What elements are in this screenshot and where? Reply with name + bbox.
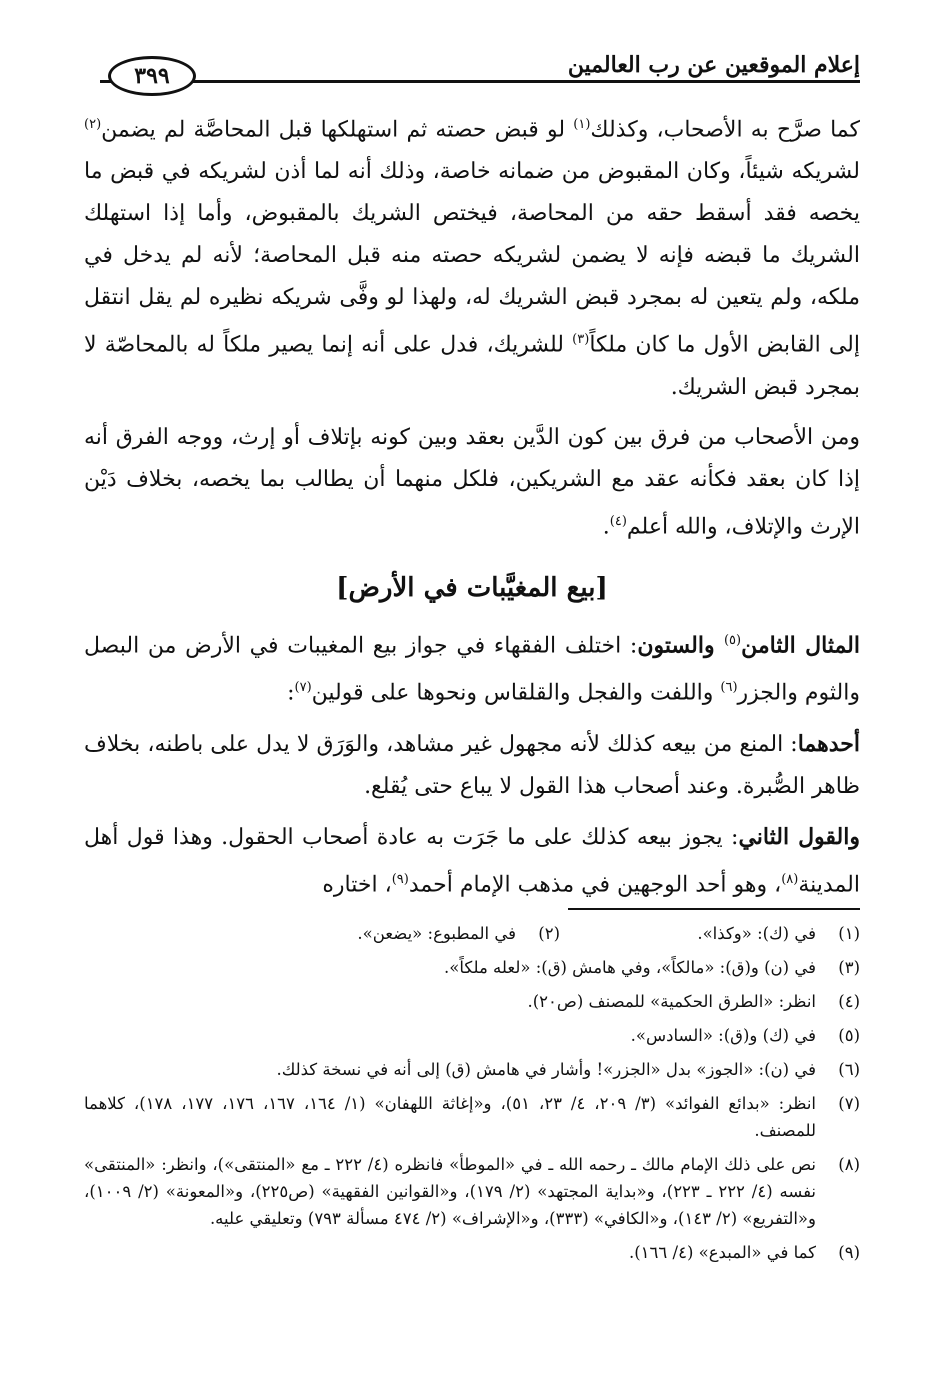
footnote-item bbox=[84, 988, 860, 1015]
page-number-badge bbox=[108, 56, 196, 96]
footnote-text: انظر: «الطرق الحكمية» للمصنف (ص٢٠). bbox=[527, 992, 816, 1011]
footnote-number: (٥) bbox=[838, 1026, 860, 1045]
text-run: لو قبض حصته ثم استهلكها قبل المحاصَّة لم يضمن bbox=[101, 117, 574, 143]
main-text bbox=[84, 104, 860, 914]
paragraph-5 bbox=[84, 816, 860, 906]
footnote-item bbox=[84, 1239, 860, 1266]
footnote-number: (٩) bbox=[838, 1243, 860, 1262]
footnote-ref: (٦) bbox=[720, 680, 738, 696]
page-header bbox=[100, 42, 860, 90]
footnote-number: (٣) bbox=[838, 958, 860, 977]
header-rule bbox=[100, 80, 860, 83]
bold-run: والقول الثاني bbox=[738, 823, 860, 850]
text-run: ومن الأصحاب من فرق بين كون الدَّين بعقد وبين كونه بإتلاف أو إرث، ووجه الفرق أنه إذا كان بعقد فكأنه عقد مع الشريكين، فلكل منهما أن يطالب بما يخصه، بخلاف دَيْن الإرث والإتلاف، والله أعلم bbox=[84, 424, 860, 539]
footnote-ref: (٣) bbox=[572, 332, 590, 348]
bold-run: والستون bbox=[637, 632, 724, 659]
section-heading: [بيع المغيَّبات في الأرض] bbox=[336, 572, 608, 603]
footnote-text: انظر: «بدائع الفوائد» (٣/ ٢٠٩، ٤/ ٢٣، ٥١)، و«إغاثة اللهفان» (١/ ١٦٤، ١٦٧، ١٧٦، ١٧٧، ١٧٨)، كلاهما للمصنف. bbox=[84, 1094, 816, 1140]
bold-run: أحدهما bbox=[797, 730, 860, 757]
footnote-text: في المطبوع: «يضعن». bbox=[357, 924, 516, 943]
footnote-ref: (٥) bbox=[723, 632, 742, 648]
paragraph-3 bbox=[84, 620, 860, 715]
footnote-text: في (ن) و(ق): «مالكاً»، وفي هامش (ق): «لعله ملكاً». bbox=[444, 958, 816, 977]
footnote-number: (٢) bbox=[538, 924, 560, 943]
footnote-ref: (٧) bbox=[294, 680, 312, 696]
footnote-ref: (٨) bbox=[781, 871, 799, 887]
footnote-text: في (ك): «وكذا». bbox=[697, 924, 816, 943]
footnote-number: (٧) bbox=[838, 1094, 860, 1113]
paragraph-4 bbox=[84, 723, 860, 808]
bold-run: المثال الثامن bbox=[741, 632, 860, 659]
footnote-number: (٤) bbox=[838, 992, 860, 1011]
footnote-row bbox=[84, 920, 860, 947]
text-run: واللفت والفجل والقلقاس ونحوها على قولين bbox=[311, 680, 721, 706]
text-run: . bbox=[602, 513, 610, 539]
paragraph-2 bbox=[84, 417, 860, 548]
footnote-number: (٨) bbox=[838, 1155, 860, 1174]
text-run: ، اختاره bbox=[322, 871, 392, 897]
footnote-ref: (١) bbox=[573, 117, 591, 132]
footnote-item bbox=[84, 1151, 860, 1232]
footnote-separator bbox=[568, 908, 860, 910]
footnote-item bbox=[560, 920, 860, 947]
text-run: : اختلف الفقهاء في جواز بيع المغيبات في الأرض من البصل والثوم والجزر bbox=[84, 633, 860, 706]
text-run: : المنع من بيعه كذلك لأنه مجهول غير مشاهد، والوَرَق لا يدل على باطنه، بخلاف ظاهر الصُّبرة. وعند أصحاب هذا القول لا يباع حتى يُقلع. bbox=[84, 731, 860, 799]
footnote-text: في (ن): «الجوز» بدل «الجزر»! وأشار في هامش (ق) إلى أنه في نسخة كذلك. bbox=[276, 1060, 816, 1079]
text-run: لشريكه شيئاً، وكان المقبوض من ضمانه خاصة، وذلك أنه لما أذن لشريكه في قبض ما يخصه فقد أسقط حقه من المحاصة، فيختص الشريك بالمقبوض، وأما إذا استهلك الشريك ما قبضه فإنه لا يضمن لشريكه حصته منه قبل المحاصة؛ لأنه لم يدخل في ملكه، ولم يتعين له بمجرد قبض الشريك له، ولهذا لو وفَّى شريكه نظيره لم يقل انتقل إلى القابض الأول ما كان ملكاً bbox=[84, 159, 860, 358]
footnote-item bbox=[84, 1056, 860, 1083]
footnote-item bbox=[84, 1022, 860, 1049]
footnote-number: (٦) bbox=[838, 1060, 860, 1079]
footnote-item bbox=[84, 954, 860, 981]
footnote-ref: (٤) bbox=[609, 513, 627, 529]
running-title: إعلام الموقعين عن رب العالمين bbox=[567, 52, 860, 78]
text-run: : bbox=[287, 680, 295, 706]
footnotes bbox=[84, 920, 860, 1273]
footnote-ref: (٩) bbox=[391, 871, 409, 887]
footnote-text: كما في «المبدع» (٤/ ١٦٦). bbox=[628, 1243, 816, 1262]
text-run: للشريك، فدل على أنه إنما يصير ملكاً له بالمحاصّة لا بمجرد قبض الشريك. bbox=[84, 332, 860, 400]
footnote-item bbox=[260, 920, 560, 947]
text-run: كما صرَّح به الأصحاب، وكذلك bbox=[590, 117, 860, 143]
footnote-text: نص على ذلك الإمام مالك ـ رحمه الله ـ في «الموطأ» فانظره (٤/ ٢٢٢ ـ مع «المنتقى»)، وانظر: «المنتقى» نفسه (٤/ ٢٢٢ ـ ٢٢٣)، و«بداية المجتهد» (٢/ ١٧٩)، و«القوانين الفقهية» (ص٢٢٥)، و«المعونة» (٢/ ١٠٠٩)، و«التفريع» (٢/ ١٤٣)، و«الكافي» (٣٣٣)، و«الإشراف» (٢/ ٤٧٤ مسألة ٧٩٣) وتعليقي عليه. bbox=[84, 1155, 817, 1228]
paragraph-1 bbox=[84, 104, 860, 409]
text-run: : يجوز بيعه كذلك على ما جَرَت به عادة أصحاب الحقول. وهذا قول أهل المدينة bbox=[84, 824, 860, 897]
footnote-text: في (ك) و(ق): «السادس». bbox=[630, 1026, 816, 1045]
text-run: ، وهو أحد الوجهين في مذهب الإمام أحمد bbox=[408, 871, 782, 897]
footnote-item bbox=[84, 1090, 860, 1144]
page-number: ٣٩٩ bbox=[134, 63, 170, 89]
footnote-number: (١) bbox=[838, 924, 860, 943]
footnote-ref: (٢) bbox=[84, 117, 102, 132]
